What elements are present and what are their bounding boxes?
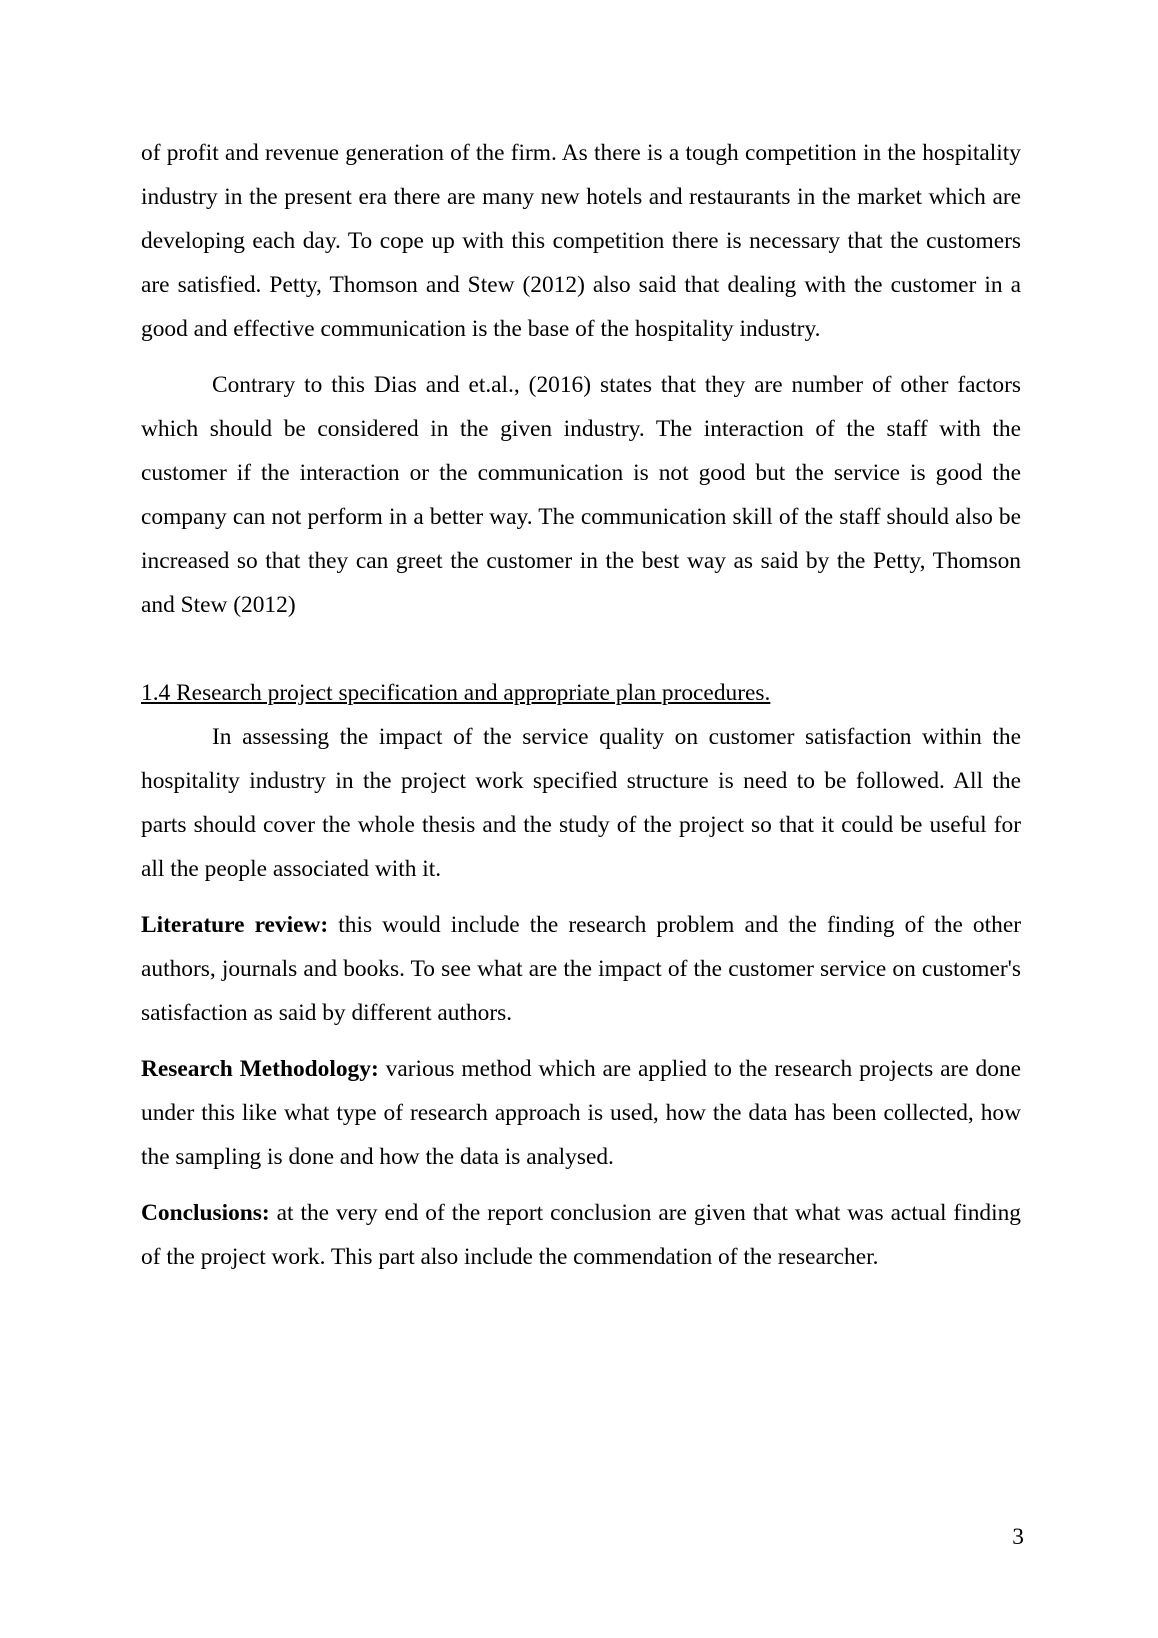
conclusions-text: at the very end of the report conclusion are given that what was actual finding of the project work. This part also include the commendation of the researcher. bbox=[141, 1200, 1021, 1270]
body-paragraph: Contrary to this Dias and et.al., (2016) states that they are number of other factors which should be considered in the given industry. The interaction of the staff with the customer if the interaction or the communication is not good but the service is good the company can not perform in a better way. The communication skill of the staff should also be increased so that they can greet the customer in the best way as said by the Petty, Thomson and Stew (2012) bbox=[141, 372, 1021, 618]
document-body bbox=[141, 131, 1021, 1279]
section-heading: 1.4 Research project specification and appropriate plan procedures. bbox=[141, 680, 771, 706]
research-methodology-item bbox=[141, 1047, 1021, 1179]
conclusions-label: Conclusions: bbox=[141, 1200, 270, 1226]
research-methodology-label: Research Methodology: bbox=[141, 1056, 379, 1082]
section-intro-paragraph: In assessing the impact of the service quality on customer satisfaction within the hospitality industry in the project work specified structure is need to be followed. All the parts should cover the whole thesis and the study of the project so that it could be useful for all the people associated with it. bbox=[141, 724, 1021, 882]
research-methodology-text: various method which are applied to the research projects are done under this like what type of research approach is used, how the data has been collected, how the sampling is done and how the data is analysed. bbox=[141, 1056, 1021, 1170]
conclusions-item bbox=[141, 1191, 1021, 1279]
body-paragraph: of profit and revenue generation of the firm. As there is a tough competition in the hospitality industry in the present era there are many new hotels and restaurants in the market which are developing each day. To cope up with this competition there is necessary that the customers are satisfied. Petty, Thomson and Stew (2012) also said that dealing with the customer in a good and effective communication is the base of the hospitality industry. bbox=[141, 140, 1021, 342]
literature-review-item bbox=[141, 903, 1021, 1035]
literature-review-text: this would include the research problem and the finding of the other authors, journals and books. To see what are the impact of the customer service on customer's satisfaction as said by different authors. bbox=[141, 912, 1021, 1026]
literature-review-label: Literature review: bbox=[141, 912, 329, 938]
page-number: 3 bbox=[1012, 1524, 1024, 1550]
